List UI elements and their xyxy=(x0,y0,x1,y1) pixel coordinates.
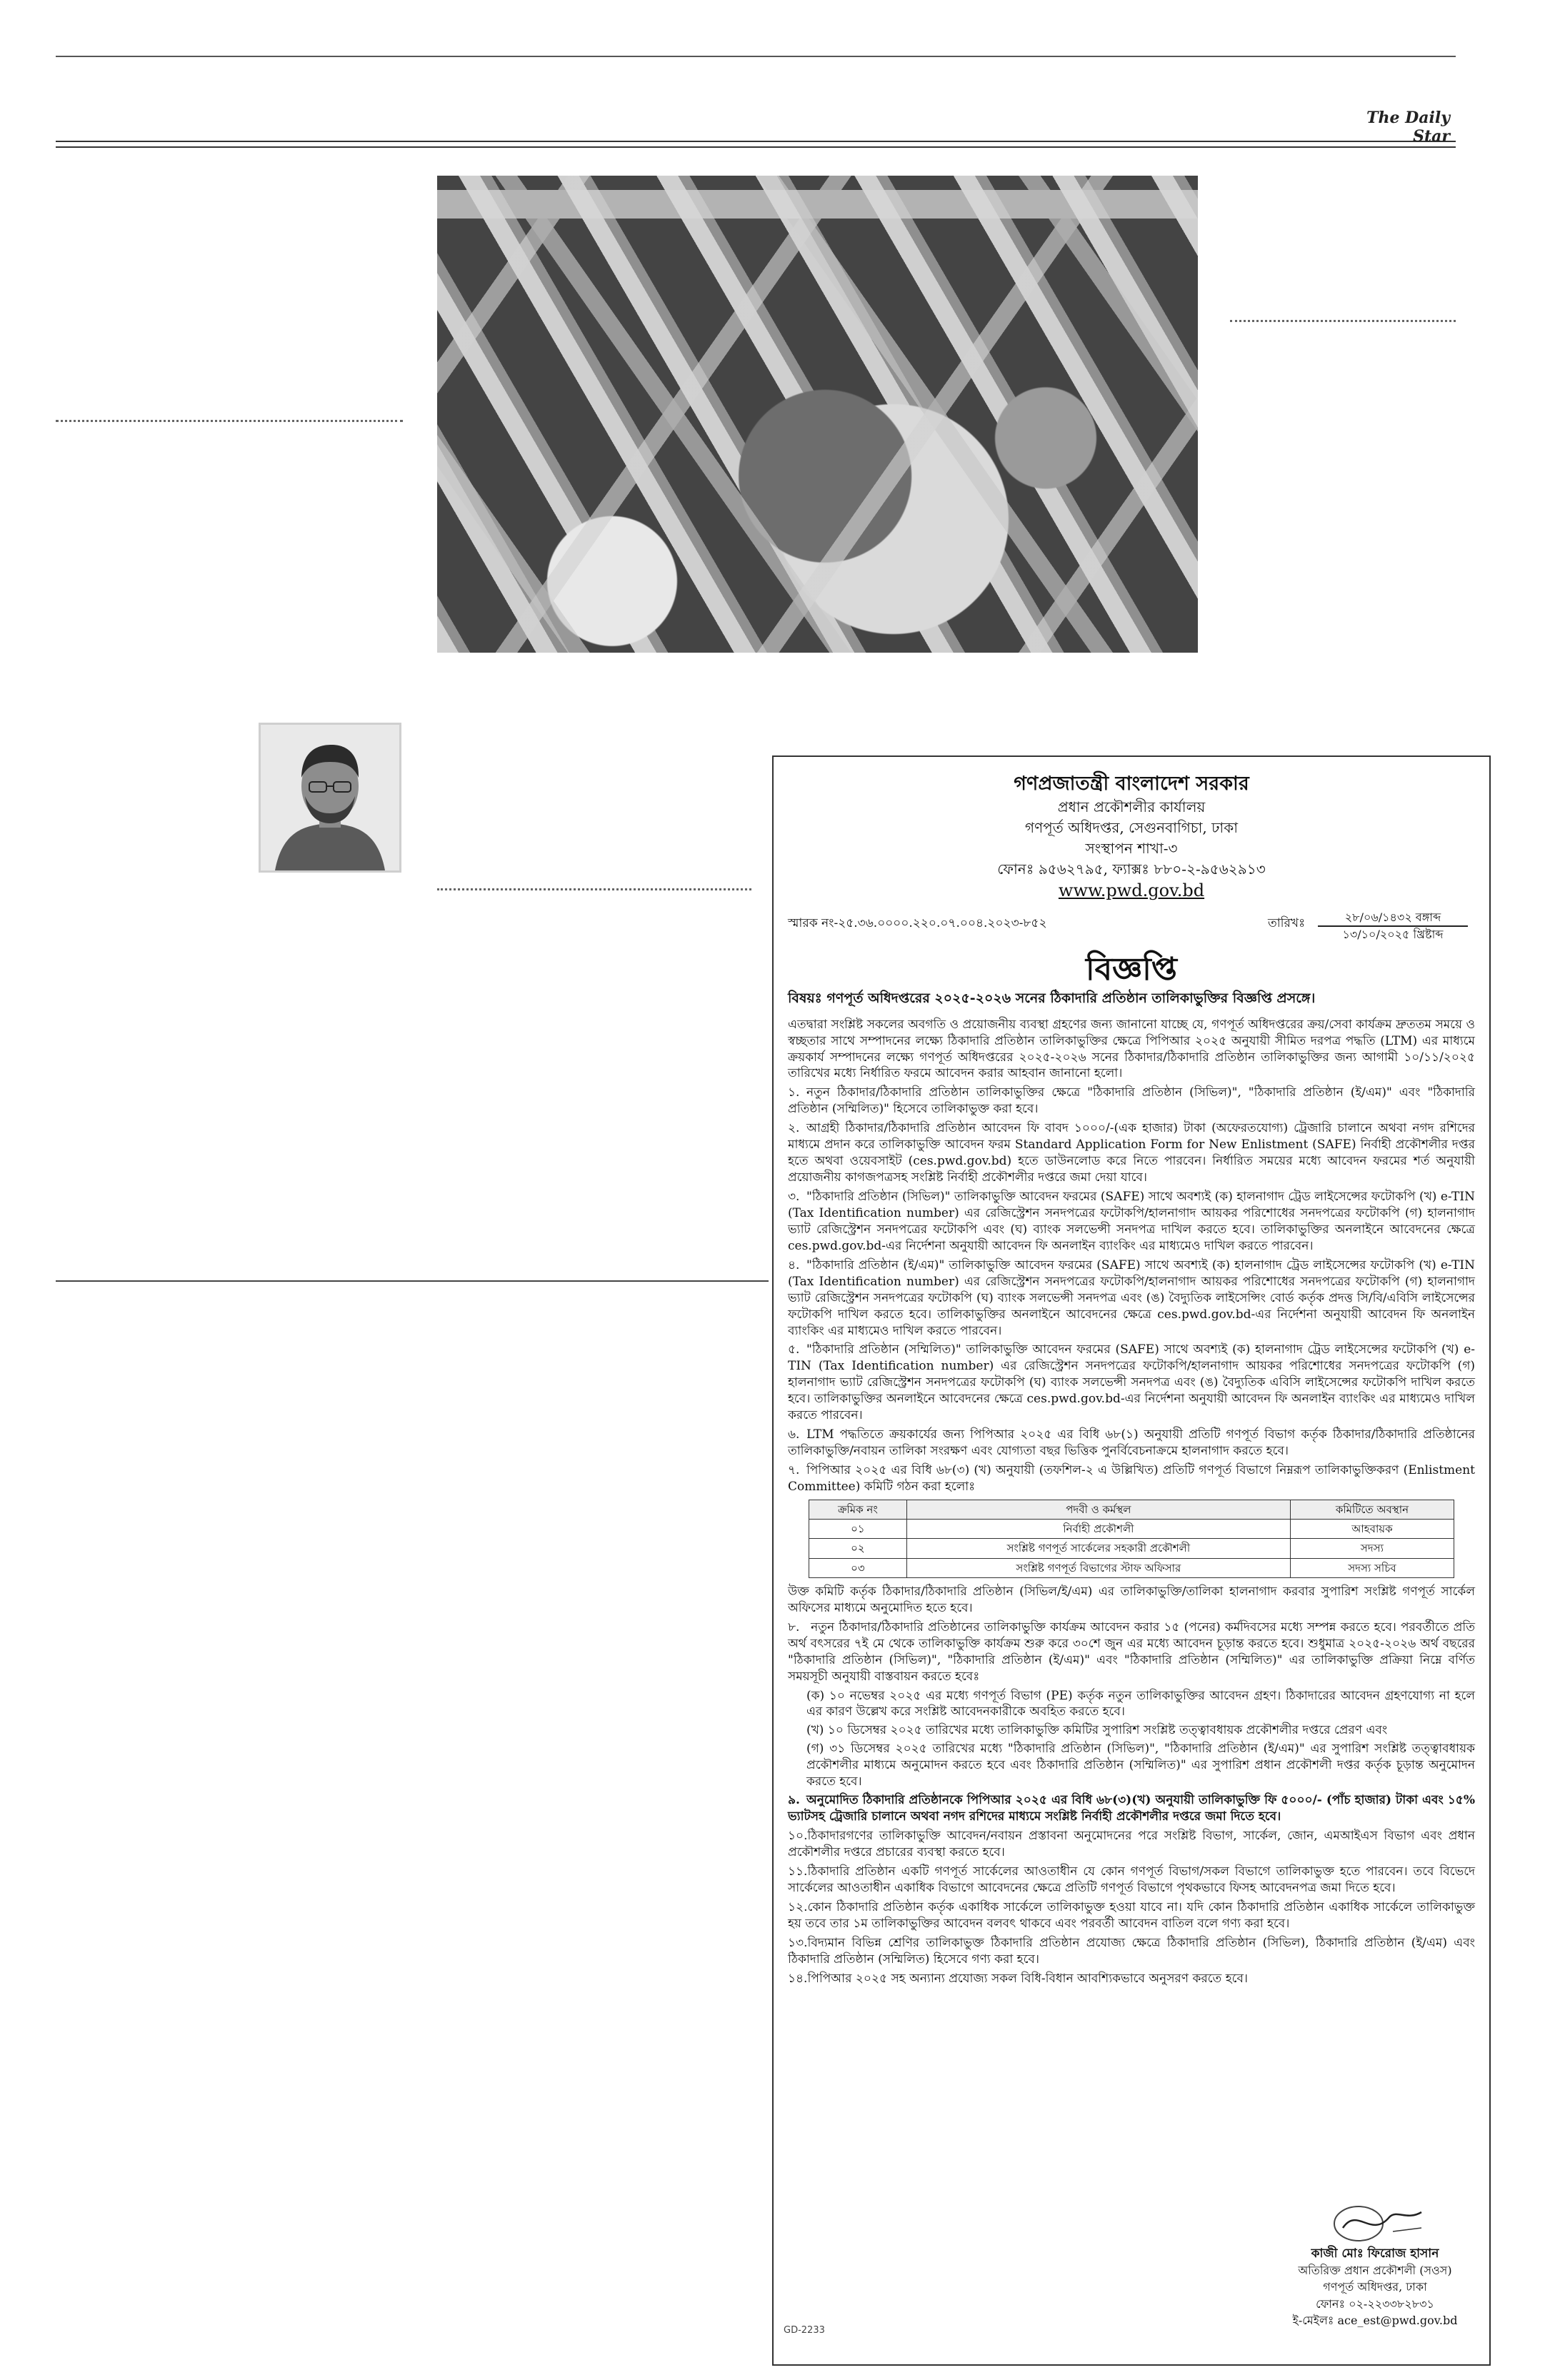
center-column-divider xyxy=(437,888,751,890)
item-text: আগ্রহী ঠিকাদার/ঠিকাদারি প্রতিষ্ঠান আবেদন ফি বাবদ ১০০০/-(এক হাজার) টাকা (অফেরতযোগ্য) ট্রেজারি চালানে অথবা নগদ রশিদের মাধ্যমে প্রদান করে তালিকাভুক্তি আবেদন ফরম Standard Application Form for New Enlistment (SAFE) নির্বাহী প্রকৌশলীর দপ্তর হতে অথবা ওয়েবসাইট (ces.pwd.gov.bd) হতে ডাউনলোড করে নিতে পারবেন। নির্ধারিত সময়ের মধ্যে আবেদন ফরমের শর্ত অনুযায়ী প্রয়োজনীয় কাগজপত্রসহ সংশ্লিষ্ট নির্বাহী প্রকৌশলীর দপ্তরে জমা দেয়া যাবে। xyxy=(788,1121,1475,1185)
notice-subject: বিষয়ঃ গণপূর্ত অধিদপ্তরের ২০২৫-২০২৬ সনের ঠিকাদারি প্রতিষ্ঠান তালিকাভুক্তির বিজ্ঞপ্তি প্রসঙ্গে। xyxy=(788,990,1316,1007)
item-text: "ঠিকাদারি প্রতিষ্ঠান (ই/এম)" তালিকাভুক্তি আবেদন ফরমের (SAFE) সাথে অবশ্যই (ক) হালনাগাদ ট্রেড লাইসেন্সের ফটোকপি (খ) e-TIN (Tax Identification number) এর রেজিস্ট্রেশন সনদপত্রের ফটোকপি/হালনাগাদ আয়কর পরিশোধের সনদপত্রের ফটোকপি (গ) হালনাগাদ ভ্যাট রেজিস্ট্রেশন সনদপত্রের ফটোকপি (ঘ) ব্যাংক সলভেন্সী সনদপত্র এবং (ঙ) বৈদ্যুতিক লাইসেন্সিং বোর্ড কর্তৃক প্রদত্ত সি/বি/এবিসি লাইসেন্সের ফটোকপি দাখিল করতে হবে। তালিকাভুক্তির অনলাইনে আবেদনের ক্ষেত্রে ces.pwd.gov.bd-এর নির্দেশনা অনুযায়ী আবেদন ফি অনলাইন ব্যাংকিং এর মাধ্যমেও দাখিল করতে পারবেন। xyxy=(788,1257,1475,1338)
item-number: ৭. xyxy=(788,1463,800,1478)
notice-item xyxy=(788,1085,1475,1118)
table-row xyxy=(809,1520,1454,1539)
right-column-divider xyxy=(1230,320,1456,322)
signatory-title: অতিরিক্ত প্রধান প্রকৌশলী (সওস) xyxy=(1298,2264,1452,2278)
signatory-email[interactable]: ই-মেইলঃ ace_est@pwd.gov.bd xyxy=(1292,2313,1458,2327)
notice-intro: এতদ্বারা সংশ্লিষ্ট সকলের অবগতি ও প্রয়োজনীয় ব্যবস্থা গ্রহণের জন্য জানানো যাচ্ছে যে, গণপূর্ত অধিদপ্তরের ক্রয়/সেবা কার্যক্রম দ্রুততম সময়ে ও স্বচ্ছতার সাথে সম্পাদনের লক্ষ্যে ঠিকাদারি প্রতিষ্ঠান তালিকাভুক্তির ক্ষেত্রে পিপিআর ২০২৫ অনুযায়ী সীমিত দরপত্র পদ্ধতি (LTM) এর মাধ্যমে ক্রয়কার্য সম্পাদনের লক্ষ্যে গণপূর্ত অধিদপ্তরের ২০২৫-২০২৬ সনের ঠিকাদার/ঠিকাদারি প্রতিষ্ঠান তালিকাভুক্তির জন্য আগামী ১০/১১/২০২৫ তারিখের মধ্যে নির্ধারিত ফরমে আবেদন করার আহবান জানানো হলো। xyxy=(788,1017,1475,1081)
date-values xyxy=(1318,910,1468,943)
memo-row xyxy=(788,910,1475,954)
signature-block xyxy=(1268,2199,1482,2329)
item-text: কোন ঠিকাদারি প্রতিষ্ঠান কর্তৃক একাধিক সার্কেলে তালিকাভুক্ত হওয়া যাবে না। যদি কোন ঠিকাদারি প্রতিষ্ঠান একাধিক সার্কেলে তালিকাভুক্ত হয় তবে তার ১ম তালিকাভুক্তির আবেদন বলবৎ থাকবে এবং পরবর্তী আবেদন বাতিল বলে গণ্য করা হবে। xyxy=(788,1899,1475,1931)
notice-item xyxy=(788,1342,1475,1424)
committee-table-body xyxy=(809,1520,1454,1578)
newspaper-brand: The Daily Star xyxy=(1366,109,1450,146)
table-cell: ০২ xyxy=(809,1539,906,1558)
item-number: ৩. xyxy=(788,1190,800,1205)
left-column-divider xyxy=(56,420,403,422)
signature-stamp-icon xyxy=(1321,2199,1429,2249)
item-number: ১১. xyxy=(788,1864,808,1879)
committee-header-cell: পদবী ও কর্মস্থল xyxy=(906,1500,1290,1519)
committee-note: উক্ত কমিটি কর্তৃক ঠিকাদার/ঠিকাদারি প্রতিষ্ঠান (সিভিল/ই/এম) এর তালিকাভুক্তি/তালিকা হালনাগাদ করবার সুপারিশ সংশ্লিষ্ট গণপূর্ত সার্কেল অফিসের মাধ্যমে অনুমোদিত হতে হবে। xyxy=(788,1584,1475,1615)
left-section-rule xyxy=(56,1280,769,1282)
signatory-phone: ফোনঃ ০২-২২৩৩৮২৮৩১ xyxy=(1316,2296,1434,2311)
notice-department: গণপূর্ত অধিদপ্তর, সেগুনবাগিচা, ঢাকা xyxy=(1024,819,1239,837)
portrait-illustration xyxy=(261,725,399,870)
notice-website-link[interactable]: www.pwd.gov.bd xyxy=(1058,880,1205,901)
masthead-rule-2 xyxy=(56,146,1456,148)
item-text: "ঠিকাদারি প্রতিষ্ঠান (সম্মিলিত)" তালিকাভুক্তি আবেদন ফরমের (SAFE) সাথে অবশ্যই (ক) হালনাগাদ ট্রেড লাইসেন্সের ফটোকপি (খ) e-TIN (Tax Identification number) এর রেজিস্ট্রেশন সনদপত্রের ফটোকপি/হালনাগাদ আয়কর পরিশোধের সনদপত্রের ফটোকপি (গ) হালনাগাদ ভ্যাট রেজিস্ট্রেশন সনদপত্রের ফটোকপি (ঘ) ব্যাংক সলভেন্সী সনদপত্র এবং (ঙ) বৈদ্যুতিক এবিসি লাইসেন্সের ফটোকপি দাখিল করতে হবে। তালিকাভুক্তির অনলাইনে আবেদনের ক্ষেত্রে ces.pwd.gov.bd-এর নির্দেশনা অনুযায়ী আবেদন ফি অনলাইন ব্যাংকিং এর মাধ্যমেও দাখিল করতে পারবেন। xyxy=(788,1342,1475,1423)
notice-item-8 xyxy=(788,1620,1475,1685)
notice-items xyxy=(788,1085,1475,1495)
item-text: নতুন ঠিকাদার/ঠিকাদারি প্রতিষ্ঠান তালিকাভুক্তির ক্ষেত্রে "ঠিকাদারি প্রতিষ্ঠান (সিভিল)", "ঠিকাদারি প্রতিষ্ঠান (ই/এম)" এবং "ঠিকাদারি প্রতিষ্ঠান (সম্মিলিত)" হিসেবে তালিকাভুক্ত করা হবে। xyxy=(788,1085,1475,1117)
item-text: ঠিকাদারি প্রতিষ্ঠান একটি গণপূর্ত সার্কেলের আওতাধীন যে কোন গণপূর্ত বিভাগ/সকল বিভাগে তালিকাভুক্ত হতে পারবেন। তবে বিভেদে সার্কেলের আওতাধীন একাধিক বিভাগে আবেদনের ক্ষেত্রে প্রতিটি গণপূর্ত বিভাগে পৃথকভাবে ফিসহ আবেদনপত্র জমা দিতে হবে। xyxy=(788,1864,1475,1895)
signatory-name: কাজী মোঃ ফিরোজ হাসান xyxy=(1311,2246,1439,2261)
date-bangla: ২৮/০৬/১৪৩২ বঙ্গাব্দ xyxy=(1318,910,1468,927)
table-cell: ০১ xyxy=(809,1520,906,1539)
columnist-portrait xyxy=(259,723,401,873)
item-number: ৫. xyxy=(788,1342,800,1357)
news-photo xyxy=(437,176,1198,653)
table-cell: আহবায়ক xyxy=(1290,1520,1454,1539)
notice-item xyxy=(788,1792,1475,1825)
table-cell: নির্বাহী প্রকৌশলী xyxy=(906,1520,1290,1539)
notice-item xyxy=(788,1935,1475,1968)
table-cell: ০৩ xyxy=(809,1558,906,1577)
memo-number: স্মারক নং-২৫.৩৬.০০০০.২২০.০৭.০০৪.২০২৩-৮৫২ xyxy=(788,915,1047,930)
item-text: "ঠিকাদারি প্রতিষ্ঠান (সিভিল)" তালিকাভুক্তি আবেদন ফরমের (SAFE) সাথে অবশ্যই (ক) হালনাগাদ ট্রেড লাইসেন্সের ফটোকপি (খ) e-TIN (Tax Identification number) এর রেজিস্ট্রেশন সনদপত্রের ফটোকপি/হালনাগাদ আয়কর পরিশোধের সনদপত্রের ফটোকপি (গ) হালনাগাদ ভ্যাট রেজিস্ট্রেশন সনদপত্রের ফটোকপি এবং (ঘ) ব্যাংক সলভেন্সী সনদপত্র দাখিল করতে হবে। তালিকাভুক্তির অনলাইনে আবেদনের ক্ষেত্রে ces.pwd.gov.bd-এর নির্দেশনা অনুযায়ী আবেদন ফি অনলাইন ব্যাংকিং এর মাধ্যমেও দাখিল করতে পারবেন। xyxy=(788,1190,1475,1253)
item-8-subitems xyxy=(788,1688,1475,1791)
item-number: ৬. xyxy=(788,1427,800,1442)
item-text: ঠিকাদারগণের তালিকাভুক্তি আবেদন/নবায়ন প্রস্তাবনা অনুমোদনের পরে সংশ্লিষ্ট বিভাগ, সার্কেল, জোন, এমআইএস বিভাগ এবং প্রধান প্রকৌশলীর দপ্তরে প্রচারের ব্যবস্থা করতে হবে। xyxy=(788,1829,1475,1859)
notice-body xyxy=(788,767,1475,2354)
notice-section: সংস্থাপন শাখা-৩ xyxy=(1085,840,1178,858)
item-text: নতুন ঠিকাদার/ঠিকাদারি প্রতিষ্ঠানের তালিকাভুক্তি কার্যক্রম আবেদন করার ১৫ (পনের) কর্মদিবসের মধ্যে সম্পন্ন করতে হবে। পরবর্তীতে প্রতি অর্থ বৎসরের ৭ই মে থেকে তালিকাভুক্তি কার্যক্রম শুরু করে ৩০শে জুন এর মধ্যে আবেদন চূড়ান্ত করতে হবে। শুধুমাত্র ২০২৫-২০২৬ অর্থ বছরের "ঠিকাদারি প্রতিষ্ঠান (সিভিল)", "ঠিকাদারি প্রতিষ্ঠান (ই/এম)" এবং "ঠিকাদারি প্রতিষ্ঠান (সম্মিলিত)" এর তালিকাভুক্তি প্রক্রিয়া নিম্নে বর্ণিত সময়সূচী অনুযায়ী বাস্তবায়ন করতে হবেঃ xyxy=(788,1620,1475,1684)
item-text: বিদ্যমান বিভিন্ন শ্রেণির তালিকাভুক্ত ঠিকাদারি প্রতিষ্ঠান প্রযোজ্য ক্ষেত্রে ঠিকাদারি প্রতিষ্ঠান (সিভিল), ঠিকাদারি প্রতিষ্ঠান (ই/এম) এবং ঠিকাদারি প্রতিষ্ঠান (সম্মিলিত) হিসেবে গণ্য করা হবে। xyxy=(788,1935,1475,1967)
table-row xyxy=(809,1539,1454,1558)
item-number: ১০. xyxy=(788,1829,808,1844)
notice-item xyxy=(788,1864,1475,1897)
table-cell: সংশ্লিষ্ট গণপূর্ত বিভাগের স্টাফ অফিসার xyxy=(906,1558,1290,1577)
item-number: ১২. xyxy=(788,1899,808,1914)
committee-header-cell: ক্রমিক নং xyxy=(809,1500,906,1519)
photo-lattice-overlay xyxy=(437,176,1198,653)
government-notice xyxy=(772,755,1491,2366)
notice-items-tail xyxy=(788,1792,1475,1987)
table-cell: সংশ্লিষ্ট গণপূর্ত সার্কেলের সহকারী প্রকৌশলী xyxy=(906,1539,1290,1558)
item-number: ৯. xyxy=(788,1793,800,1808)
item-number: ১. xyxy=(788,1085,800,1100)
notice-office: প্রধান প্রকৌশলীর কার্যালয় xyxy=(1057,798,1206,816)
item-number: ২. xyxy=(788,1121,800,1136)
sub-item: (গ) ৩১ ডিসেম্বর ২০২৫ তারিখের মধ্যে "ঠিকাদারি প্রতিষ্ঠান (সিভিল)", "ঠিকাদারি প্রতিষ্ঠান (ই/এম)" এর সুপারিশ সংশ্লিষ্ট তত্ত্বাবধায়ক প্রকৌশলীর মাধ্যমে অনুমোদন করতে হবে এবং ঠিকাদারি প্রতিষ্ঠান (সম্মিলিত)" এর সুপারিশ প্রধান প্রকৌশলী দপ্তর কর্তৃক চূড়ান্ত অনুমোদন করতে হবে। xyxy=(806,1742,1475,1789)
table-row xyxy=(809,1558,1454,1577)
item-text: LTM পদ্ধতিতে ক্রয়কার্যের জন্য পিপিআর ২০২৫ এর বিধি ৬৮(১) অনুযায়ী প্রতিটি গণপূর্ত বিভাগ কর্তৃক ঠিকাদার/ঠিকাদারি প্রতিষ্ঠানের তালিকাভুক্তি/নবায়ন তালিকা সংরক্ষণ এবং যোগ্যতা বছর ভিত্তিক পুনর্বিবেচনাক্রমে হালনাগাদ করতে হবে। xyxy=(788,1427,1475,1459)
notice-item xyxy=(788,1828,1475,1861)
notice-item xyxy=(788,1971,1475,1987)
item-number: ৮. xyxy=(788,1620,800,1635)
notice-item xyxy=(788,1427,1475,1460)
notice-item xyxy=(788,1189,1475,1255)
item-number: ৪. xyxy=(788,1257,800,1272)
notice-item xyxy=(788,1120,1475,1186)
notice-item xyxy=(788,1257,1475,1340)
item-text: অনুমোদিত ঠিকাদারি প্রতিষ্ঠানকে পিপিআর ২০২৫ এর বিধি ৬৮(৩)(খ) অনুযায়ী তালিকাভুক্তি ফি ৫০০০/- (পাঁচ হাজার) টাকা এবং ১৫% ভ্যাটসহ ট্রেজারি চালানে অথবা নগদ রশিদের মাধ্যমে সংশ্লিষ্ট নির্বাহী প্রকৌশলীর দপ্তরে জমা দিতে হবে। xyxy=(788,1793,1475,1824)
notice-item xyxy=(788,1462,1475,1495)
committee-table-header xyxy=(809,1500,1454,1519)
date-english: ১৩/১০/২০২৫ খ্রিষ্টাব্দ xyxy=(1342,928,1444,942)
signatory-org: গণপূর্ত অধিদপ্তর, ঢাকা xyxy=(1323,2280,1427,2294)
notice-contact: ফোনঃ ৯৫৬২৭৯৫, ফ্যাক্সঃ ৮৮০-২-৯৫৬২৯১৩ xyxy=(997,860,1266,878)
notice-government-title: গণপ্রজাতন্ত্রী বাংলাদেশ সরকার xyxy=(1014,773,1249,795)
table-cell: সদস্য xyxy=(1290,1539,1454,1558)
sub-item: (ক) ১০ নভেম্বর ২০২৫ এর মধ্যে গণপূর্ত বিভাগ (PE) কর্তৃক নতুন তালিকাভুক্তির আবেদন গ্রহণ। ঠিকাদারের আবেদন গ্রহণযোগ্য না হলে এর কারণ উল্লেখ করে সংশ্লিষ্ট আবেদনকারীকে অবহিত করতে হবে। xyxy=(806,1688,1475,1719)
item-text: পিপিআর ২০২৫ সহ অন্যান্য প্রযোজ্য সকল বিধি-বিধান আবশ্যিকভাবে অনুসরণ করতে হবে। xyxy=(807,1971,1249,1986)
notice-item xyxy=(788,1899,1475,1932)
masthead-rule-1 xyxy=(56,141,1456,142)
table-cell: সদস্য সচিব xyxy=(1290,1558,1454,1577)
top-rule xyxy=(56,56,1456,57)
item-number: ১৩. xyxy=(788,1935,808,1950)
date-label: তারিখঃ xyxy=(1268,915,1306,930)
notice-heading: বিজ্ঞপ্তি xyxy=(1086,950,1177,988)
committee-table xyxy=(809,1500,1454,1578)
committee-header-cell: কমিটিতে অবস্থান xyxy=(1290,1500,1454,1519)
item-text: পিপিআর ২০২৫ এর বিধি ৬৮(৩) (খ) অনুযায়ী (তফশিল-২ এ উল্লিখিত) প্রতিটি গণপূর্ত বিভাগে নিম্নরূপ তালিকাভুক্তিকরণ (Enlistment Committee) কমিটি গঠন করা হলোঃ xyxy=(788,1463,1475,1494)
sub-item: (খ) ১০ ডিসেম্বর ২০২৫ তারিখের মধ্যে তালিকাভুক্তি কমিটির সুপারিশ সংশ্লিষ্ট তত্ত্বাবধায়ক প্রকৌশলীর দপ্তরে প্রেরণ এবং xyxy=(806,1723,1388,1738)
gd-code: GD-2233 xyxy=(784,2325,825,2336)
item-number: ১৪. xyxy=(788,1971,808,1986)
